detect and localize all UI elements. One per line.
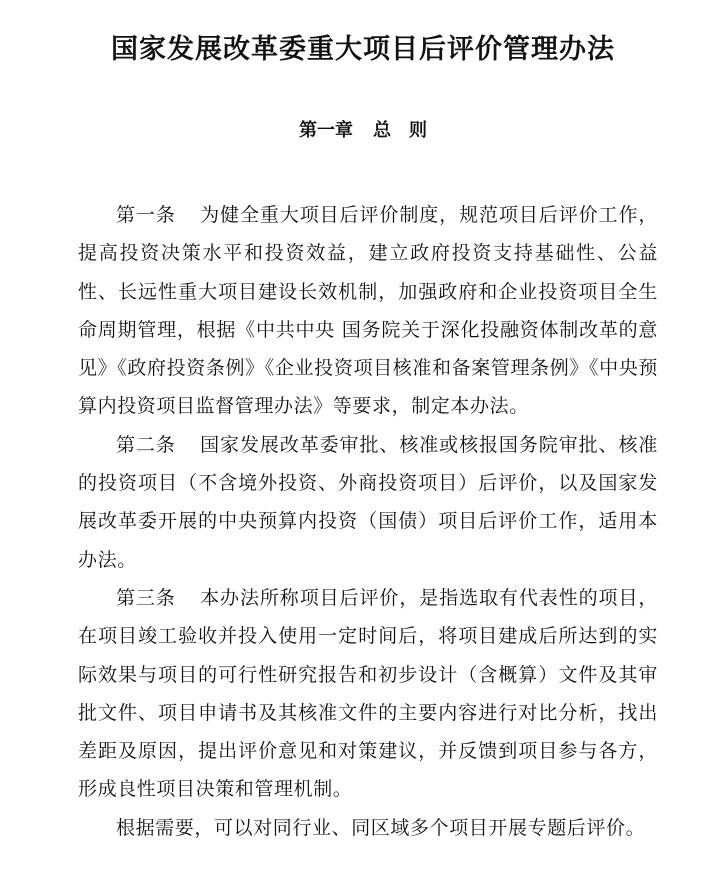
article-text: 为健全重大项目后评价制度，规范项目后评价工作，提高投资决策水平和投资效益，建立政府投资支持基础性、公益性、长远性重大项目建设长效机制，加强政府和企业投资项目全生命周期管理，根据《中共中央 国务院关于深化投融资体制改革的意见》《政府投资条例》《企业投资项目核准和备案管理条例》《中央预算内投资项目监督管理办法》等要求，制定本办法。 (78, 204, 658, 418)
article-label: 第二条 (116, 433, 176, 456)
article-paragraph (78, 196, 658, 426)
article-text: 本办法所称项目后评价，是指选取有代表性的项目，在项目竣工验收并投入使用一定时间后，将项目建成后所达到的实际效果与项目的可行性研究报告和初步设计（含概算）文件及其审批文件、项目申请书及其核准文件的主要内容进行对比分析，找出差距及原因，提出评价意见和对策建议，并反馈到项目参与各方，形成良性项目决策和管理机制。 (78, 586, 658, 801)
supplementary-paragraph: 根据需要，可以对同行业、同区域多个项目开展专题后评价。 (116, 816, 646, 839)
article-paragraph (78, 579, 658, 809)
document-body (78, 196, 658, 847)
chapter-number: 第一章 (299, 120, 353, 141)
article-label: 第三条 (116, 586, 176, 609)
chapter-name: 总 则 (373, 120, 427, 141)
chapter-heading (0, 117, 726, 145)
article-paragraph (78, 426, 658, 579)
article-text: 国家发展改革委审批、核准或核报国务院审批、核准的投资项目（不含境外投资、外商投资项目）后评价，以及国家发展改革委开展的中央预算内投资（国债）项目后评价工作，适用本办法。 (78, 433, 658, 571)
article-label: 第一条 (116, 204, 176, 226)
document-title: 国家发展改革委重大项目后评价管理办法 (111, 34, 615, 65)
